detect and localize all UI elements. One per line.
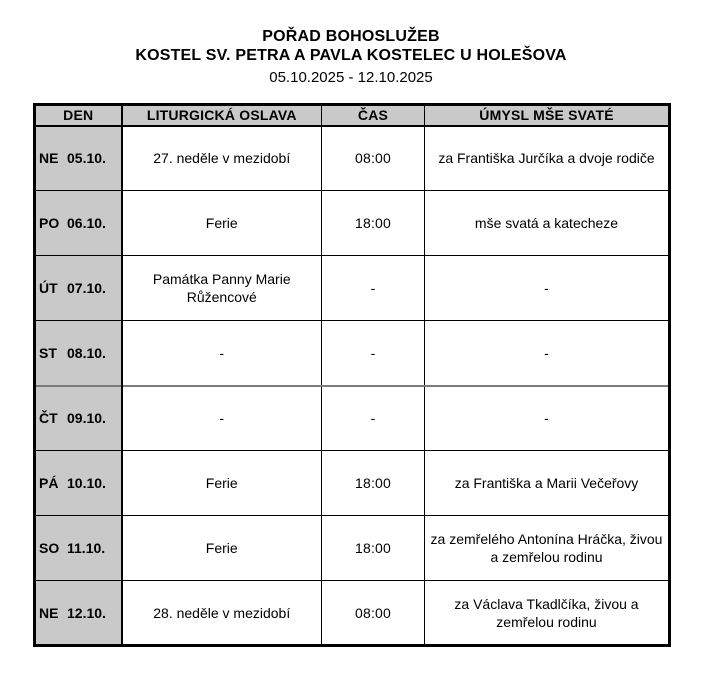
date-label: 12.10. (67, 604, 106, 621)
table-row (35, 126, 670, 191)
day-cell (35, 386, 122, 451)
celebration-cell: Ferie (122, 516, 322, 581)
date-label: 07.10. (67, 280, 106, 296)
schedule-table (33, 103, 671, 647)
table-row (35, 386, 670, 451)
column-header-time: ČAS (322, 105, 425, 126)
table-row (35, 451, 670, 516)
intention-cell: mše svatá a katecheze (425, 191, 670, 256)
column-header-day: DEN (35, 105, 122, 126)
celebration-cell: - (122, 321, 322, 386)
column-header-intention: ÚMYSL MŠE SVATÉ (425, 105, 670, 126)
day-cell (35, 451, 122, 516)
table-row (35, 516, 670, 581)
time-cell: - (322, 386, 425, 451)
day-label: PO (39, 215, 60, 231)
celebration-cell: 27. neděle v mezidobí (122, 126, 322, 191)
date-label: 09.10. (67, 410, 106, 427)
day-cell (35, 581, 122, 646)
intention-cell: za Václava Tkadlčíka, živou a zemřelou rodinu (425, 581, 670, 646)
day-label: ČT (39, 410, 58, 427)
table-row (35, 191, 670, 256)
table-row (35, 321, 670, 386)
day-label: SO (39, 540, 60, 556)
day-label: NE (39, 604, 59, 621)
page-title: POŘAD BOHOSLUŽEB (262, 28, 440, 45)
date-label: 05.10. (67, 150, 106, 167)
day-label: ST (39, 344, 57, 361)
time-cell: 08:00 (322, 581, 425, 646)
day-cell (35, 256, 122, 321)
celebration-cell: 28. neděle v mezidobí (122, 581, 322, 646)
page-subtitle: KOSTEL SV. PETRA A PAVLA KOSTELEC U HOLEŠOVA (135, 47, 567, 64)
schedule-table-container (33, 103, 671, 647)
header-row (35, 105, 670, 126)
day-label: ÚT (39, 280, 58, 296)
date-range: 05.10.2025 - 12.10.2025 (269, 69, 433, 86)
celebration-cell: Ferie (122, 451, 322, 516)
time-cell: 18:00 (322, 451, 425, 516)
day-cell (35, 321, 122, 386)
day-cell (35, 191, 122, 256)
time-cell: 18:00 (322, 191, 425, 256)
day-cell (35, 516, 122, 581)
day-label: NE (39, 150, 59, 167)
date-label: 08.10. (67, 344, 106, 361)
intention-cell: za Františka Jurčíka a dvoje rodiče (425, 126, 670, 191)
time-cell: 08:00 (322, 126, 425, 191)
date-label: 06.10. (67, 215, 106, 231)
intention-cell: za Františka a Marii Večeřovy (425, 451, 670, 516)
table-row (35, 256, 670, 321)
title-block (0, 0, 702, 87)
day-label: PÁ (39, 475, 59, 491)
intention-cell: - (425, 386, 670, 451)
time-cell: 18:00 (322, 516, 425, 581)
day-cell (35, 126, 122, 191)
celebration-cell: - (122, 386, 322, 451)
celebration-cell: Památka Panny Marie Růžencové (122, 256, 322, 321)
intention-cell: - (425, 256, 670, 321)
celebration-cell: Ferie (122, 191, 322, 256)
table-row (35, 581, 670, 646)
date-label: 11.10. (67, 540, 106, 556)
date-label: 10.10. (67, 475, 106, 491)
time-cell: - (322, 321, 425, 386)
intention-cell: - (425, 321, 670, 386)
column-header-celebration: LITURGICKÁ OSLAVA (122, 105, 322, 126)
intention-cell: za zemřelého Antonína Hráčka, živou a zemřelou rodinu (425, 516, 670, 581)
time-cell: - (322, 256, 425, 321)
